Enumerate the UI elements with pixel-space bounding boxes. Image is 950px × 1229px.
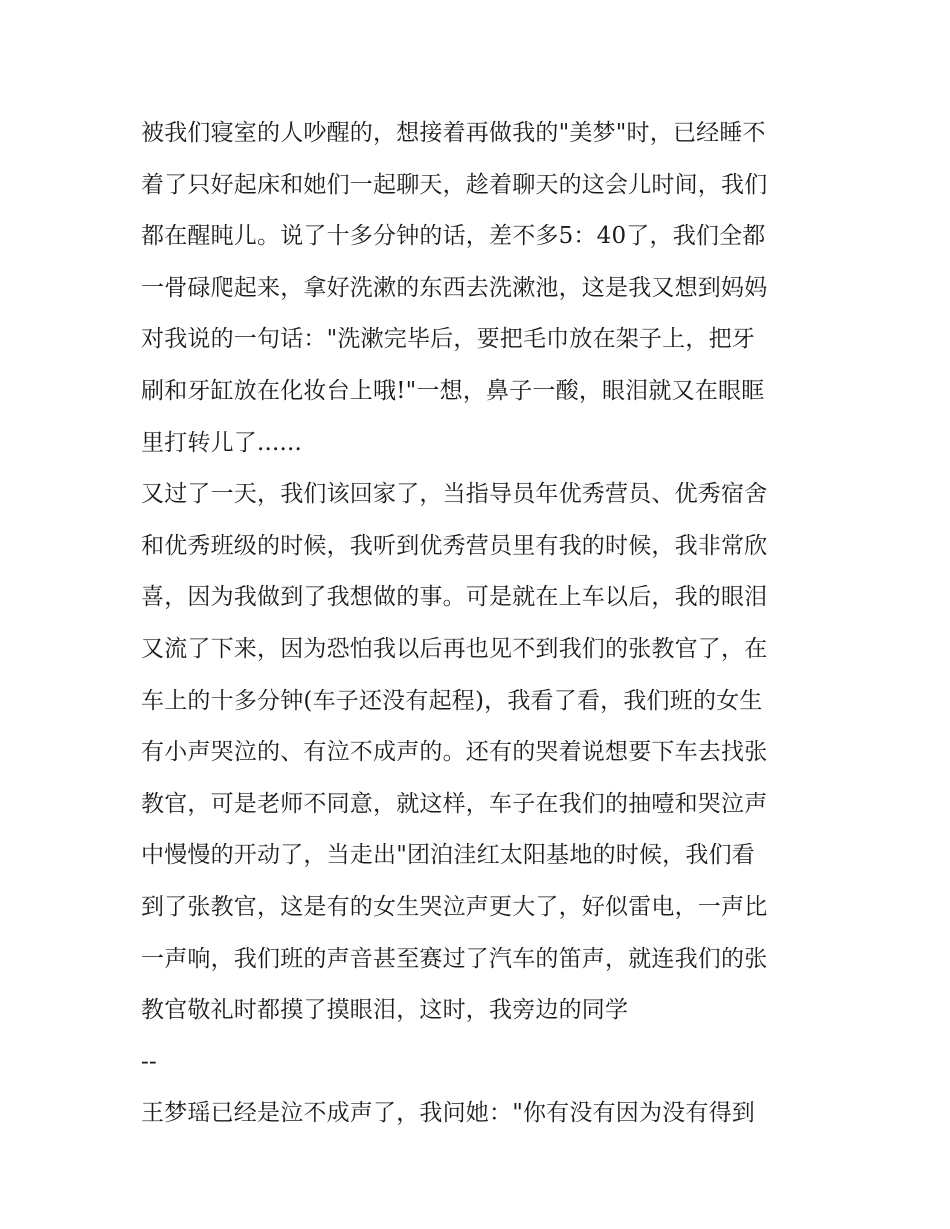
text-line-8: 又过了一天，我们该回家了，当指导员年优秀营员、优秀宿舍: [141, 481, 768, 508]
text-line-9: 和优秀班级的时候，我听到优秀营员里有我的时候，我非常欣: [141, 532, 768, 559]
text-line-5: 对我说的一句话："洗漱完毕后，要把毛巾放在架子上，把牙: [141, 326, 755, 353]
text-line-12: 车上的十多分钟(车子还没有起程)，我看了看，我们班的女生: [141, 687, 763, 714]
text-line-16: 到了张教官，这是有的女生哭泣声更大了，好似雷电，一声比: [141, 893, 768, 920]
text-line-18: 教官敬礼时都摸了摸眼泪，这时，我旁边的同学: [141, 997, 629, 1024]
text-line-15: 中慢慢的开动了，当走出"团泊洼红太阳基地的时候，我们看: [141, 842, 755, 869]
text-line-14: 教官，可是老师不同意，就这样，车子在我们的抽噎和哭泣声: [141, 790, 768, 817]
text-line-6: 刷和牙缸放在化妆台上哦!"一想，鼻子一酸，眼泪就又在眼眶: [141, 377, 765, 404]
text-line-20: 王梦瑶已经是泣不成声了，我问她："你有没有因为没有得到: [141, 1100, 755, 1127]
body-text: [141, 108, 821, 1140]
text-line-3: 都在醒盹儿。说了十多分钟的话，差不多5：40了，我们全都: [141, 223, 766, 250]
text-line-2: 着了只好起床和她们一起聊天，趁着聊天的这会儿时间，我们: [141, 171, 768, 198]
text-line-11: 又流了下来，因为恐怕我以后再也见不到我们的张教官了，在: [141, 635, 768, 662]
text-line-7: 里打转儿了......: [141, 429, 303, 456]
text-line-13: 有小声哭泣的、有泣不成声的。还有的哭着说想要下车去找张: [141, 739, 768, 766]
text-line-17: 一声响，我们班的声音甚至赛过了汽车的笛声，就连我们的张: [141, 945, 768, 972]
text-line-1: 被我们寝室的人吵醒的，想接着再做我的"美梦"时，已经睡不: [141, 120, 766, 146]
text-line-10: 喜，因为我做到了我想做的事。可是就在上车以后，我的眼泪: [141, 584, 768, 611]
text-line-19: --: [141, 1048, 157, 1075]
text-line-4: 一骨碌爬起来，拿好洗漱的东西去洗漱池，这是我又想到妈妈: [141, 274, 768, 301]
